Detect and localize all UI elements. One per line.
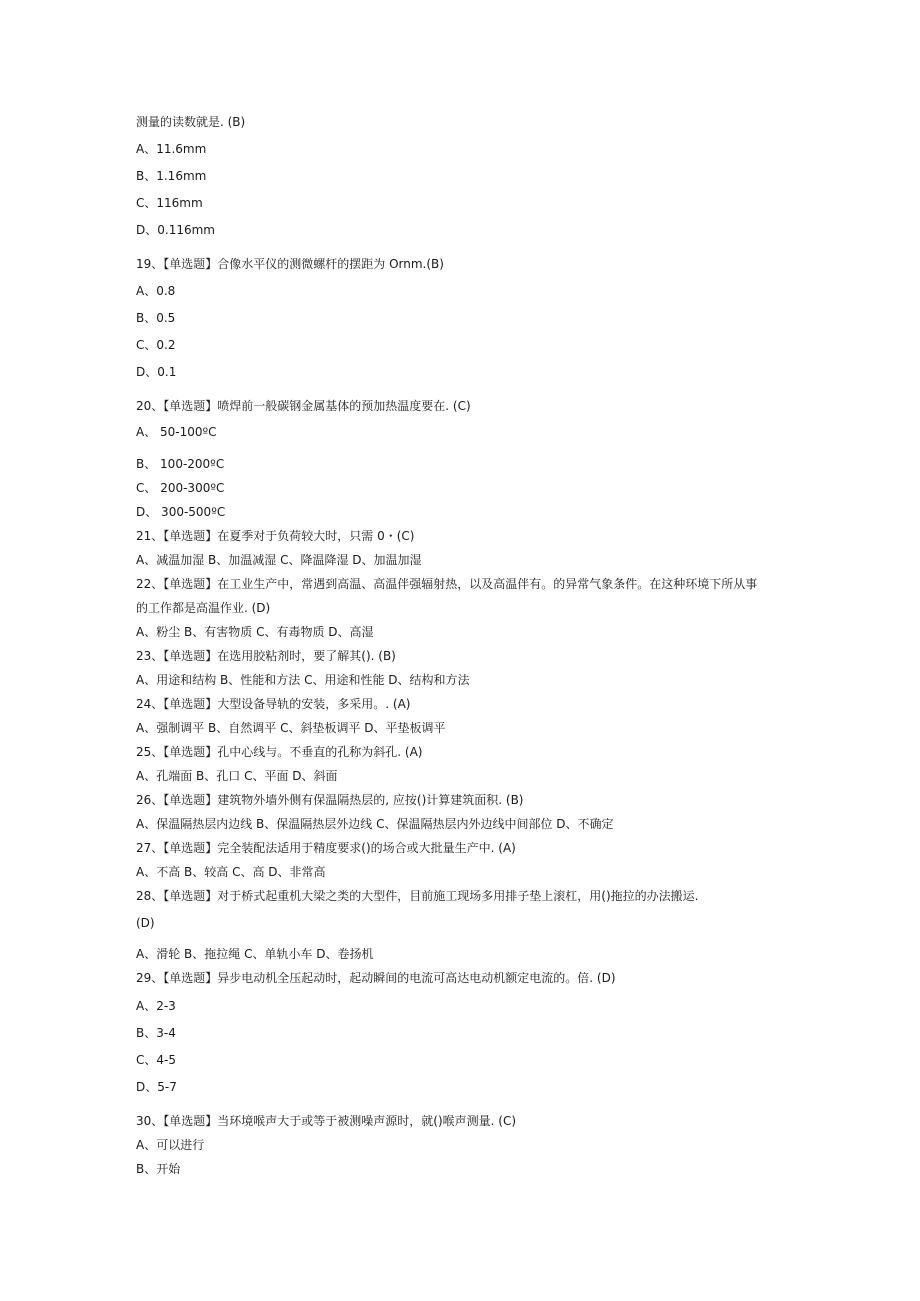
question-22: 22、【单选题】在工业生产中，常遇到高温、高温伴强辐射热，以及高温伴有。的异常气象条件。在这种环境下所从事 <box>136 577 758 591</box>
question-22-continued: 的工作都是高温作业. (D) <box>136 601 271 615</box>
option-a: A、0.8 <box>136 284 176 298</box>
option-a: A、 50-100ºC <box>136 425 217 439</box>
option-a: A、11.6mm <box>136 142 207 156</box>
option-b: B、 100-200ºC <box>136 457 225 471</box>
question-27-options: A、不高 B、较高 C、高 D、非常高 <box>136 865 326 879</box>
option-d: D、0.1 <box>136 365 177 379</box>
question-28-options: A、滑轮 B、拖拉绳 C、单轨小车 D、卷扬机 <box>136 947 374 961</box>
question-29: 29、【单选题】异步电动机全压起动时，起动瞬间的电流可高达电动机额定电流的。倍. (D) <box>136 971 616 985</box>
option-a: A、2-3 <box>136 999 176 1013</box>
option-d: D、 300-500ºC <box>136 505 226 519</box>
question-25-options: A、孔端面 B、孔口 C、平面 D、斜面 <box>136 769 338 783</box>
question-24-options: A、强制调平 B、自然调平 C、斜垫板调平 D、平垫板调平 <box>136 721 446 735</box>
question-19: 19、【单选题】合像水平仪的测微螺杆的摆距为 Ornm.(B) <box>136 257 444 271</box>
question-22-options: A、粉尘 B、有害物质 C、有毒物质 D、高湿 <box>136 625 374 639</box>
option-b: B、1.16mm <box>136 169 207 183</box>
option-b: B、开始 <box>136 1162 181 1176</box>
question-28: 28、【单选题】对于桥式起重机大梁之类的大型件，目前施工现场多用排子垫上滚杠，用()拖拉的办法搬运. <box>136 889 699 903</box>
option-a: A、可以进行 <box>136 1138 205 1152</box>
option-b: B、0.5 <box>136 311 176 325</box>
question-30: 30、【单选题】当环境喉声大于或等于被测噪声源时，就()喉声测量. (C) <box>136 1114 517 1128</box>
question-28-answer: (D) <box>136 916 155 930</box>
question-25: 25、【单选题】孔中心线与。不垂直的孔称为斜孔. (A) <box>136 745 423 759</box>
option-c: C、116mm <box>136 196 203 210</box>
question-27: 27、【单选题】完全装配法适用于精度要求()的场合或大批量生产中. (A) <box>136 841 516 855</box>
question-23-options: A、用途和结构 B、性能和方法 C、用途和性能 D、结构和方法 <box>136 673 470 687</box>
option-c: C、0.2 <box>136 338 176 352</box>
question-23: 23、【单选题】在选用胶粘剂时，要了解其(). (B) <box>136 649 396 663</box>
question-26: 26、【单选题】建筑物外墙外侧有保温隔热层的, 应按()计算建筑面积. (B) <box>136 793 524 807</box>
question-18-stem-tail: 测量的读数就是. (B) <box>136 115 246 129</box>
option-d: D、5-7 <box>136 1080 177 1094</box>
question-26-options: A、保温隔热层内边线 B、保温隔热层外边线 C、保温隔热层内外边线中间部位 D、不确定 <box>136 817 614 831</box>
question-20: 20、【单选题】喷焊前一般碳钢金属基体的预加热温度要在. (C) <box>136 399 471 413</box>
question-21: 21、【单选题】在夏季对于负荷较大时，只需 0・(C) <box>136 529 415 543</box>
option-c: C、 200-300ºC <box>136 481 225 495</box>
option-b: B、3-4 <box>136 1026 176 1040</box>
option-d: D、0.116mm <box>136 223 215 237</box>
question-21-options: A、减温加湿 B、加温减湿 C、降温降湿 D、加温加湿 <box>136 553 422 567</box>
option-c: C、4-5 <box>136 1053 176 1067</box>
question-24: 24、【单选题】大型设备导轨的安装，多采用。. (A) <box>136 697 411 711</box>
